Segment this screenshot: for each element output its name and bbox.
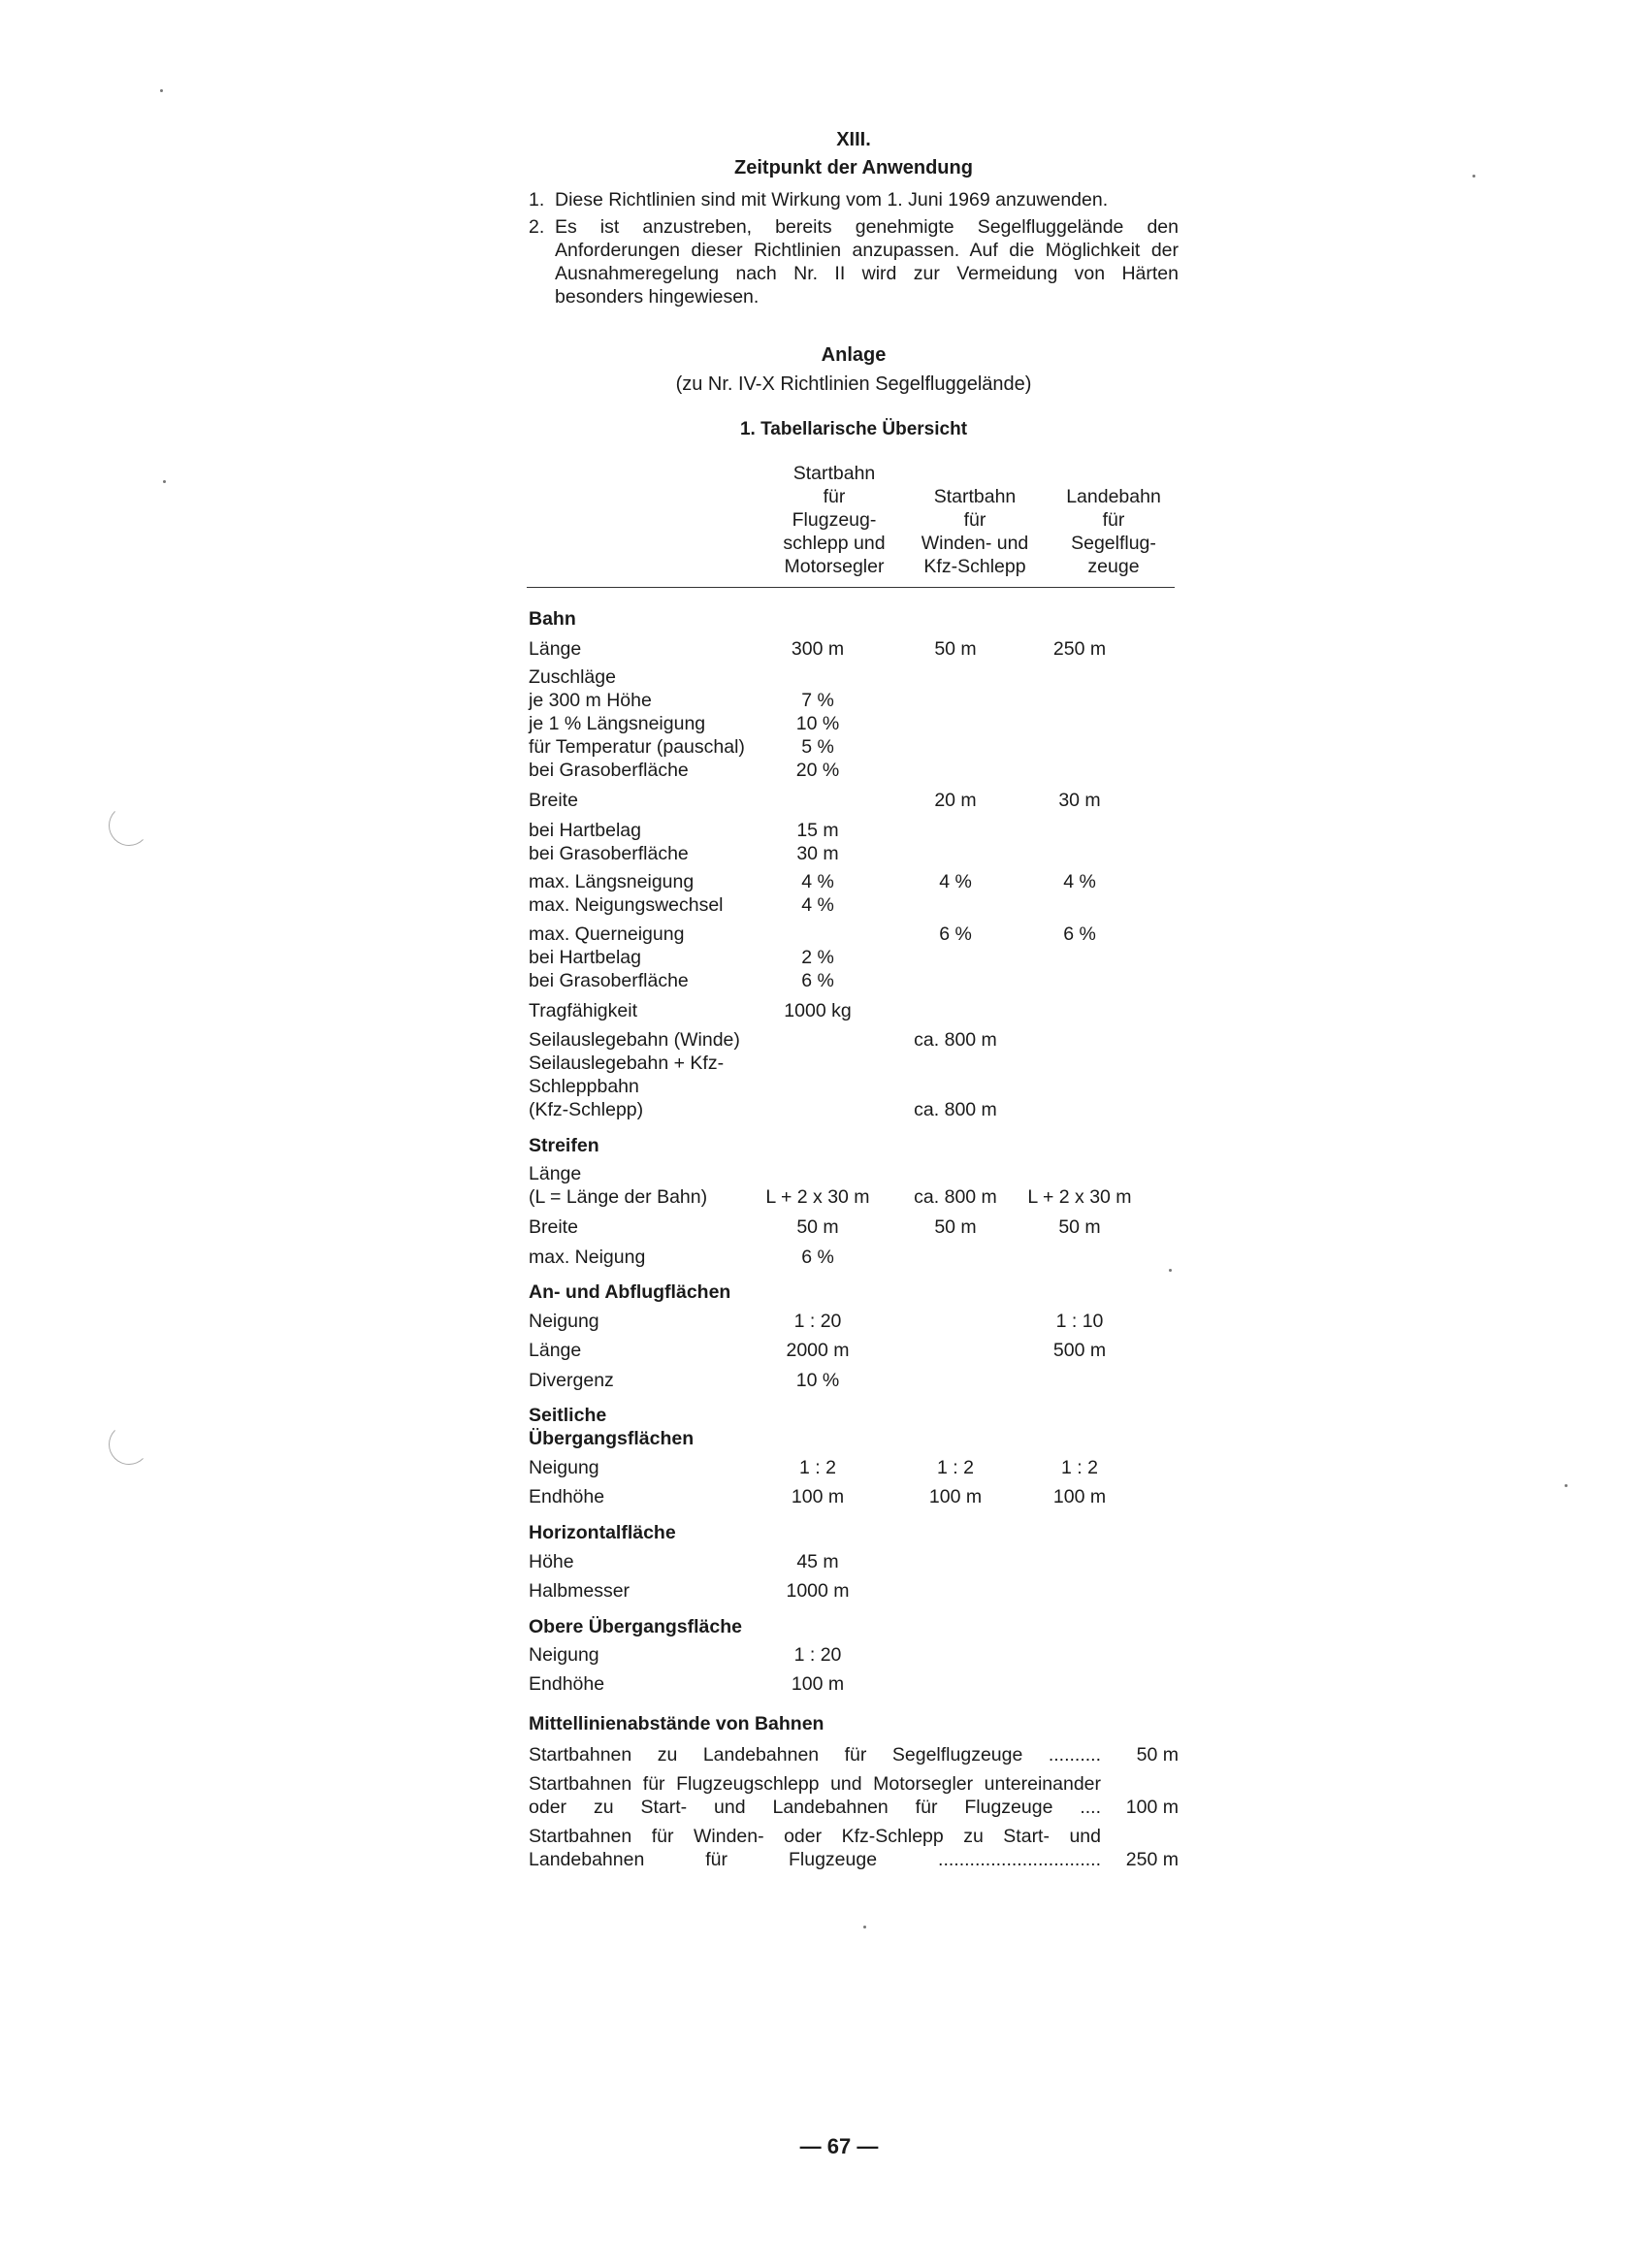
- cell-value: 50 m: [934, 1216, 977, 1238]
- anlage-title: Anlage: [821, 344, 887, 366]
- mittellinien-value: 100 m: [1125, 1797, 1179, 1818]
- scan-mark: [109, 1424, 149, 1465]
- cell-value: 2 % 6 %: [801, 947, 834, 991]
- scan-speck: [160, 89, 163, 92]
- cell-value: 500 m: [1052, 1340, 1107, 1361]
- paragraph-text: Es ist anzustreben, bereits genehmigte Segelfluggelände den Anforderungen dieser Richtlinien anzupassen. Auf die Möglichkeit der Ausnahmeregelung nach Nr. II wird zur Vermeidung von Härten besonders hingewiesen.: [555, 216, 1179, 308]
- cell-value: 100 m: [791, 1486, 845, 1507]
- row-label: max. Querneigung bei Hartbelag bei Grasoberfläche: [529, 923, 689, 991]
- scan-speck: [1169, 1269, 1172, 1272]
- row-label: Höhe: [529, 1551, 574, 1572]
- row-label: max. Längsneigung max. Neigungswechsel: [529, 871, 724, 916]
- cell-value: 50 m: [1058, 1216, 1101, 1238]
- row-label: Breite: [529, 1216, 578, 1238]
- cell-value: 20 m: [934, 790, 977, 811]
- group-heading-label: Seitliche Übergangsflächen: [529, 1405, 695, 1449]
- cell-value: 45 m: [796, 1551, 839, 1572]
- column-header-winden: Startbahn für Winden- und Kfz-Schlepp: [921, 486, 1029, 577]
- cell-value: 15 m 30 m: [796, 820, 839, 864]
- cell-value: 6 %: [1063, 923, 1096, 945]
- scan-speck: [863, 1926, 866, 1928]
- mittellinien-text: Startbahnen für Winden- oder Kfz-Schlepp zu Start- und Landebahnen für Flugzeuge ...............................: [529, 1826, 1101, 1870]
- row-label: Divergenz: [529, 1370, 614, 1391]
- paragraph-1: [529, 188, 1179, 211]
- cell-value: 4 % 4 %: [801, 871, 834, 916]
- group-heading-label: Horizontalfläche: [529, 1522, 676, 1543]
- group-heading-label: An- und Abflugflächen: [529, 1281, 731, 1303]
- cell-value: 4 %: [939, 871, 972, 892]
- cell-value: 1 : 2: [937, 1457, 974, 1478]
- cell-value: L + 2 x 30 m: [765, 1186, 870, 1208]
- mittellinien-item: [529, 1772, 1179, 1819]
- cell-value: 1 : 10: [1055, 1311, 1104, 1332]
- cell-value: L + 2 x 30 m: [1027, 1186, 1132, 1208]
- anlage-subtitle: (zu Nr. IV-X Richtlinien Segelfluggelände): [675, 373, 1032, 395]
- cell-value: 50 m: [796, 1216, 839, 1238]
- cell-value: 1 : 2: [799, 1457, 836, 1478]
- row-label: bei Hartbelag bei Grasoberfläche: [529, 820, 689, 864]
- cell-value: 100 m: [1052, 1486, 1107, 1507]
- cell-value: 7 % 10 % 5 % 20 %: [795, 690, 840, 781]
- row-label: Neigung: [529, 1311, 599, 1332]
- row-label: Zuschläge je 300 m Höhe je 1 % Längsneigung für Temperatur (pauschal) bei Grasoberfläche: [529, 666, 745, 781]
- row-label: Halbmesser: [529, 1580, 630, 1602]
- cell-value: 50 m: [934, 638, 977, 660]
- cell-value: ca. 800 m: [914, 1099, 997, 1120]
- mittellinien-value: 50 m: [1136, 1744, 1179, 1766]
- paragraph-number: 2.: [529, 216, 545, 238]
- row-label: Länge: [529, 1340, 582, 1361]
- cell-value: 10 %: [795, 1370, 840, 1391]
- cell-value: 250 m: [1052, 638, 1107, 660]
- mittellinien-text: Startbahnen zu Landebahnen für Segelflugzeuge ..........: [529, 1744, 1101, 1766]
- row-label: Endhöhe: [529, 1673, 605, 1695]
- cell-value: 100 m: [791, 1673, 845, 1695]
- row-label: Breite: [529, 790, 578, 811]
- mittellinien-item: [529, 1825, 1179, 1871]
- group-heading-label: Streifen: [529, 1135, 599, 1156]
- mittellinien-text: Startbahnen für Flugzeugschlepp und Motorsegler untereinander oder zu Start- und Landebahnen für Flugzeuge ....: [529, 1773, 1101, 1818]
- cell-value: 1 : 2: [1061, 1457, 1098, 1478]
- paragraph-2: [529, 215, 1179, 308]
- cell-value: ca. 800 m: [914, 1029, 997, 1051]
- column-header-flugzeugschlepp: Startbahn für Flugzeug- schlepp und Motorsegler: [783, 463, 886, 577]
- cell-value: 100 m: [928, 1486, 983, 1507]
- section-number: XIII.: [836, 129, 871, 150]
- section-title: Zeitpunkt der Anwendung: [734, 157, 973, 178]
- mittellinien-heading: Mittellinienabstände von Bahnen: [529, 1713, 824, 1734]
- cell-value: 1000 kg: [784, 1000, 852, 1021]
- cell-value: 6 %: [801, 1247, 834, 1268]
- row-label: Tragfähigkeit: [529, 1000, 638, 1021]
- cell-value: 2000 m: [786, 1340, 850, 1361]
- cell-value: 1 : 20: [793, 1644, 842, 1666]
- scan-speck: [1472, 175, 1475, 178]
- scan-speck: [1565, 1484, 1568, 1487]
- cell-value: ca. 800 m: [914, 1186, 997, 1208]
- mittellinien-item: [529, 1743, 1179, 1766]
- row-label: Endhöhe: [529, 1486, 605, 1507]
- scan-mark: [109, 805, 149, 846]
- page-number: — 67 —: [799, 2134, 879, 2158]
- row-label: max. Neigung: [529, 1247, 646, 1268]
- cell-value: 30 m: [1058, 790, 1101, 811]
- row-label: Seilauslegebahn (Winde): [529, 1029, 740, 1051]
- cell-value: 1 : 20: [793, 1311, 842, 1332]
- row-label: Länge: [529, 638, 582, 660]
- mittellinien-value: 250 m: [1125, 1849, 1179, 1870]
- cell-value: 4 %: [1063, 871, 1096, 892]
- paragraph-text: Diese Richtlinien sind mit Wirkung vom 1. Juni 1969 anzuwenden.: [555, 189, 1109, 211]
- cell-value: 6 %: [939, 923, 972, 945]
- group-heading-label: Bahn: [529, 608, 576, 630]
- cell-value: 1000 m: [786, 1580, 850, 1602]
- paragraph-number: 1.: [529, 189, 545, 211]
- cell-value: 300 m: [791, 638, 845, 660]
- header-rule: [527, 587, 1175, 588]
- row-label: Länge (L = Länge der Bahn): [529, 1163, 708, 1208]
- table-title: 1. Tabellarische Übersicht: [739, 419, 968, 439]
- row-label: Neigung: [529, 1644, 599, 1666]
- row-label: Seilauslegebahn + Kfz- Schleppbahn (Kfz-Schlepp): [529, 1053, 725, 1120]
- scan-speck: [163, 480, 166, 483]
- column-header-landebahn: Landebahn für Segelflug- zeuge: [1066, 486, 1161, 577]
- group-heading-label: Obere Übergangsfläche: [529, 1616, 742, 1637]
- row-label: Neigung: [529, 1457, 599, 1478]
